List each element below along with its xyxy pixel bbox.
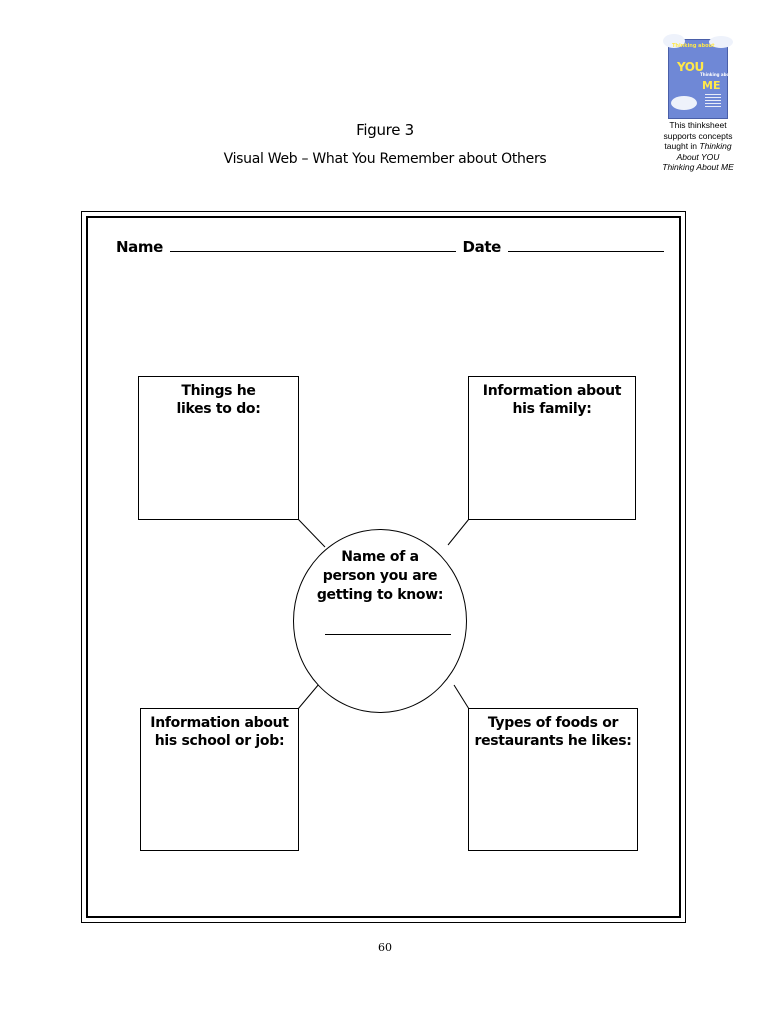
person-name-field[interactable] (325, 634, 451, 635)
connector-line (454, 685, 469, 709)
cover-title-you: YOU (677, 60, 704, 74)
cover-title-me: ME (702, 79, 721, 92)
cover-caption-line: supports concepts (663, 130, 733, 141)
box-school-or-job[interactable] (140, 708, 299, 851)
center-label-line: getting to know: (316, 587, 444, 603)
connector-line (448, 519, 469, 545)
box-likes-to-do[interactable] (138, 376, 299, 520)
center-person-circle[interactable] (293, 529, 467, 713)
connector-line (298, 684, 319, 709)
cover-caption-italic: Thinking About ME (662, 162, 734, 172)
connector-line (298, 519, 325, 547)
box-family-info[interactable] (468, 376, 636, 520)
box-label-line: Information about (150, 715, 289, 731)
figure-subtitle: Visual Web – What You Remember about Others (223, 151, 547, 167)
box-label-line: his family: (512, 401, 592, 417)
cover-caption-text: taught in (664, 141, 698, 151)
figure-title: Figure 3 (356, 121, 414, 139)
name-label: Name (116, 238, 163, 256)
cover-caption-italic: Thinking (699, 141, 732, 151)
center-label-line: person you are (322, 568, 438, 584)
box-label-line: Information about (482, 383, 622, 399)
box-label-line: likes to do: (176, 401, 261, 417)
box-label-line: Types of foods or (487, 715, 619, 731)
box-label-line: his school or job: (154, 733, 285, 749)
cover-caption-italic: About YOU (676, 151, 720, 162)
center-label-line: Name of a (341, 549, 419, 565)
box-label-line: restaurants he likes: (474, 733, 632, 749)
date-label: Date (462, 238, 501, 256)
center-label (294, 548, 466, 605)
cover-title-mid: Thinking about (700, 72, 734, 77)
page-number: 60 (378, 941, 392, 954)
box-label-line: Things he (181, 383, 256, 399)
cover-caption-line: This thinksheet (669, 120, 727, 130)
box-foods-restaurants[interactable] (468, 708, 638, 851)
cover-title-top: Thinking about (672, 43, 715, 49)
